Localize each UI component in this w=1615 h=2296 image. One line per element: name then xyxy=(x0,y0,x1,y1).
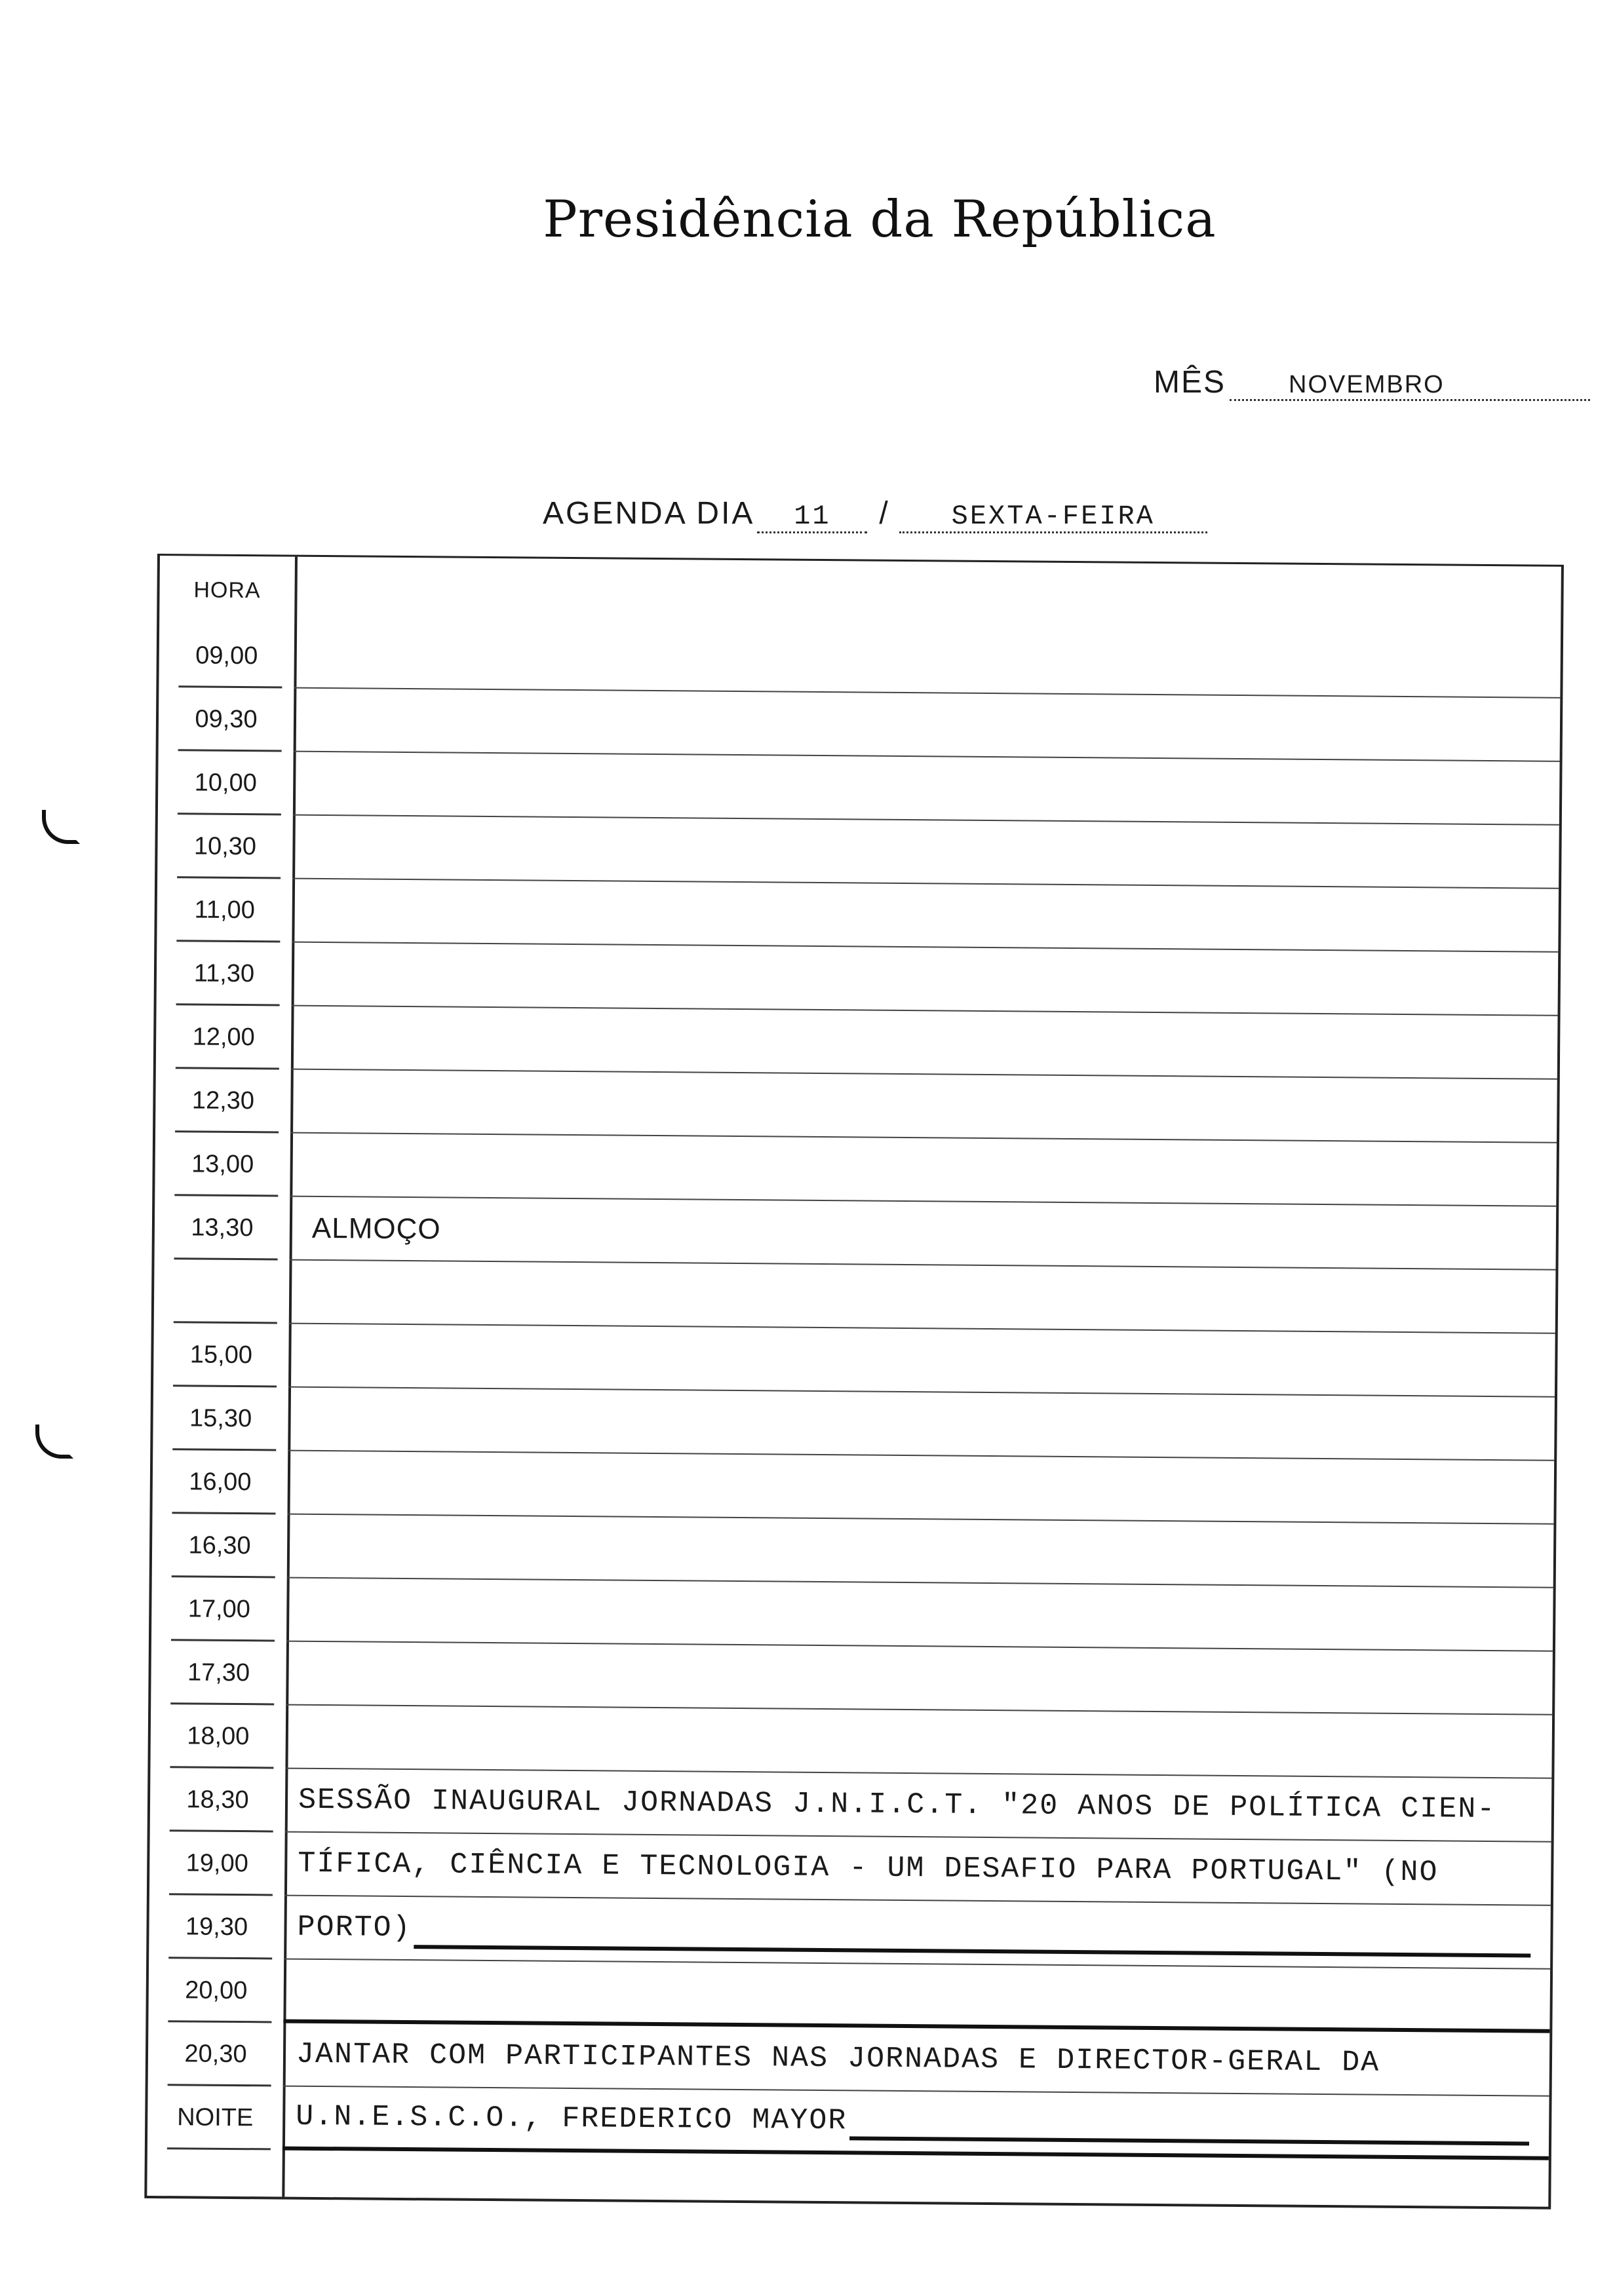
time-cell: 16,00 xyxy=(152,1450,288,1515)
entry-cell xyxy=(287,1451,1554,1525)
entry-text: U.N.E.S.C.O., FREDERICO MAYOR xyxy=(296,2099,847,2138)
time-cell: 11,30 xyxy=(157,942,292,1006)
entry-cell: SESSÃO INAUGURAL JORNADAS J.N.I.C.T. "20 ANOS DE POLÍTICA CIEN- xyxy=(285,1769,1552,1843)
table-row xyxy=(150,1768,1552,1843)
time-cell: 09,00 xyxy=(159,624,294,689)
time-cell: 13,00 xyxy=(155,1132,290,1197)
table-row xyxy=(151,1641,1553,1715)
entry-cell xyxy=(292,879,1559,953)
table-row xyxy=(155,1069,1557,1143)
time-cell: 19,30 xyxy=(149,1895,284,1960)
entry-cell xyxy=(294,625,1561,698)
entry-cell xyxy=(291,1006,1558,1080)
entry-cell xyxy=(289,1261,1556,1334)
time-cell: 20,30 xyxy=(148,2022,284,2087)
table-row xyxy=(153,1387,1555,1461)
entry-cell xyxy=(284,1896,1551,1970)
time-cell: 18,00 xyxy=(150,1704,286,1769)
time-cell: 10,00 xyxy=(158,751,294,816)
time-cell: 20,00 xyxy=(148,1959,284,2023)
table-row xyxy=(154,1259,1556,1334)
entry-underline xyxy=(849,2136,1529,2145)
table-row xyxy=(159,687,1561,762)
table-row xyxy=(159,624,1561,698)
entry-cell xyxy=(288,1388,1555,1461)
entry-cell xyxy=(286,1642,1553,1715)
entry-cell: TÍFICA, CIÊNCIA E TECNOLOGIA - UM DESAFIO PARA PORTUGAL" (NO xyxy=(284,1833,1551,1906)
time-cell: 13,30 xyxy=(155,1196,290,1261)
entry-underline xyxy=(414,1945,1530,1957)
entry-cell xyxy=(294,689,1561,762)
table-row xyxy=(155,1132,1557,1207)
table-row xyxy=(151,1577,1553,1652)
time-cell: 16,30 xyxy=(152,1514,288,1578)
month-field xyxy=(1154,364,1590,401)
entry-text: PORTO) xyxy=(297,1910,412,1945)
time-cell: 17,30 xyxy=(151,1641,286,1706)
time-cell: 19,00 xyxy=(149,1831,285,1896)
entry-cell xyxy=(292,816,1559,889)
binder-hole-mark-bottom xyxy=(35,1425,73,1459)
time-cell: 15,30 xyxy=(153,1387,288,1451)
time-cell: 15,00 xyxy=(153,1323,289,1388)
hora-column-header: HORA xyxy=(193,577,261,603)
entry-cell xyxy=(287,1515,1554,1588)
time-cell: 11,00 xyxy=(157,878,292,943)
entry-cell: ALMOÇO xyxy=(290,1197,1557,1271)
table-row xyxy=(149,1895,1551,1970)
agenda-day-field xyxy=(543,495,1207,533)
table-row xyxy=(157,814,1559,889)
table-row xyxy=(148,1959,1550,2033)
time-cell: 12,30 xyxy=(155,1069,291,1134)
time-cell: 18,30 xyxy=(150,1768,286,1833)
agenda-table xyxy=(144,554,1564,2210)
table-row xyxy=(149,1831,1551,1906)
agenda-day-number: 11 xyxy=(757,501,867,533)
time-cell: 10,30 xyxy=(157,814,293,879)
table-row xyxy=(156,1005,1558,1080)
entry-cell xyxy=(283,1960,1550,2033)
agenda-label: AGENDA DIA xyxy=(543,496,755,531)
month-value: NOVEMBRO xyxy=(1230,370,1590,401)
entry-cell xyxy=(285,1706,1552,1779)
entry-cell xyxy=(293,752,1560,826)
table-row xyxy=(148,2022,1550,2097)
time-cell xyxy=(154,1259,290,1324)
table-row xyxy=(152,1450,1554,1525)
time-cell: 09,30 xyxy=(159,687,294,752)
entry-cell xyxy=(292,943,1559,1016)
time-cell: 12,00 xyxy=(156,1005,292,1070)
time-cell: 17,00 xyxy=(151,1577,287,1642)
table-row xyxy=(158,751,1560,826)
table-row xyxy=(153,1323,1555,1398)
time-cell: NOITE xyxy=(147,2086,283,2151)
month-label: MÊS xyxy=(1154,365,1226,400)
table-row xyxy=(152,1514,1554,1588)
agenda-weekday: SEXTA-FEIRA xyxy=(899,501,1207,533)
page-title: Presidência da República xyxy=(543,190,1216,249)
entry-cell xyxy=(288,1324,1555,1398)
table-row xyxy=(150,1704,1552,1779)
binder-hole-mark-top xyxy=(42,810,80,844)
entry-cell xyxy=(286,1578,1553,1652)
table-row xyxy=(157,878,1559,953)
table-row xyxy=(155,1196,1557,1271)
entry-cell xyxy=(290,1070,1557,1143)
entry-cell xyxy=(282,2087,1549,2160)
table-row xyxy=(147,2086,1549,2160)
table-row xyxy=(157,942,1559,1016)
entry-cell xyxy=(290,1134,1557,1207)
agenda-slash: / xyxy=(879,496,890,531)
entry-cell: JANTAR COM PARTICIPANTES NAS JORNADAS E DIRECTOR-GERAL DA xyxy=(283,2023,1550,2097)
